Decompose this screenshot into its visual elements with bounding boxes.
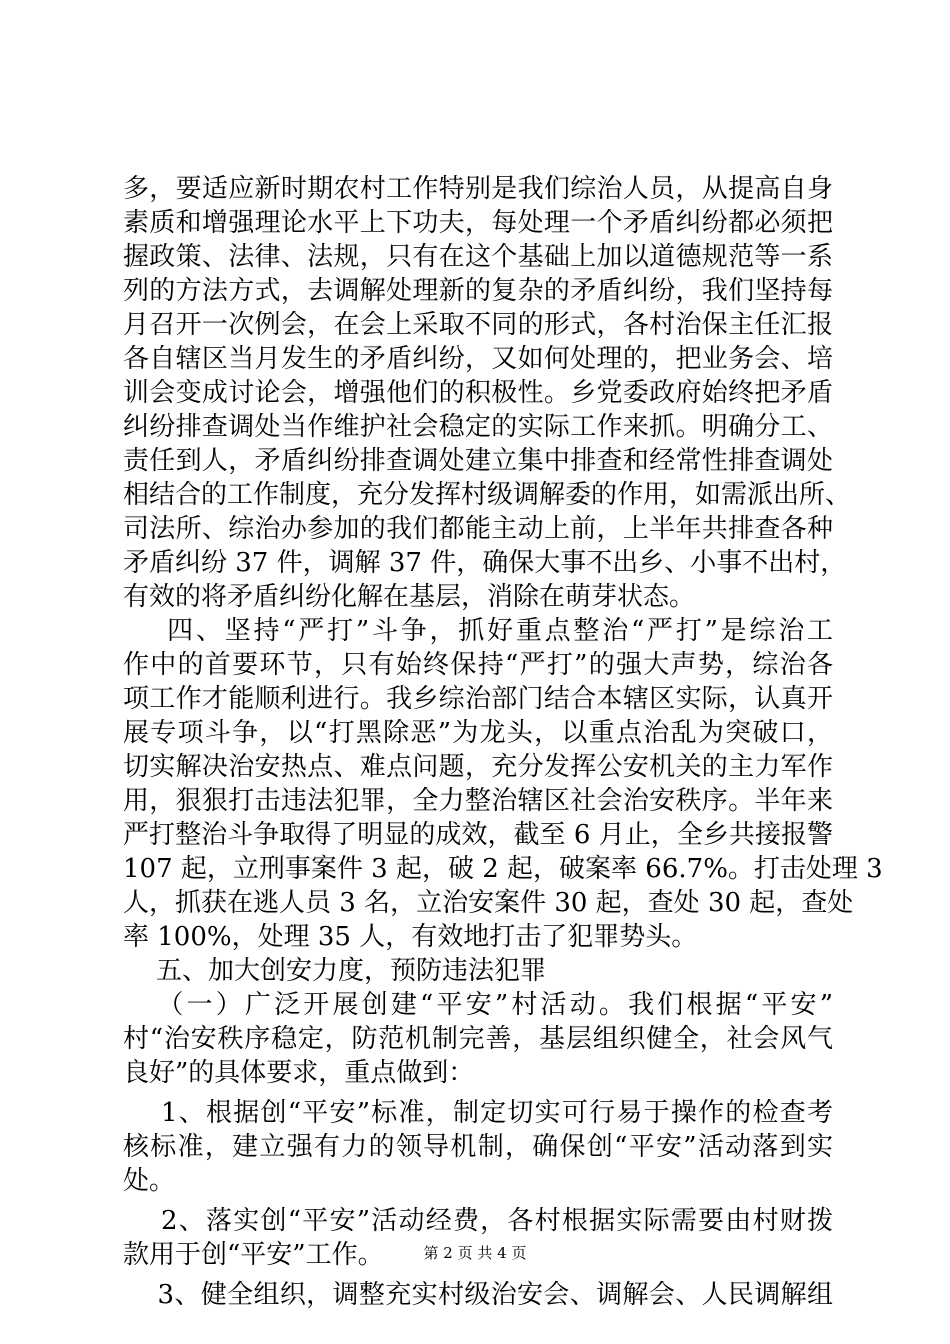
text-line: 切实解决治安热点、难点问题，充分发挥公安机关的主力军作: [123, 752, 833, 782]
text-line: 2、落实创“平安”活动经费，各村根据实际需要由村财拨: [123, 1206, 833, 1236]
text-line: 款用于创“平安”工作。: [123, 1240, 384, 1270]
text-line: 核标准，建立强有力的领导机制，确保创“平安”活动落到实: [123, 1132, 833, 1162]
text-line: 责任到人，矛盾纠纷排查调处建立集中排查和经常性排查调处: [123, 446, 833, 476]
text-line: 用，狠狠打击违法犯罪，全力整治辖区社会治安秩序。半年来: [123, 786, 833, 816]
text-line: （一）广泛开展创建“平安”村活动。我们根据“平安”: [123, 990, 833, 1020]
text-line: 各自辖区当月发生的矛盾纠纷，又如何处理的，把业务会、培: [123, 344, 833, 374]
section-heading: 五、加大创安力度，预防违法犯罪: [123, 956, 547, 986]
text-line: 多，要适应新时期农村工作特别是我们综治人员，从提高自身: [123, 174, 833, 204]
text-line: 纠纷排查调处当作维护社会稳定的实际工作来抓。明确分工、: [123, 412, 833, 442]
text-line: 司法所、综治办参加的我们都能主动上前，上半年共排查各种: [123, 514, 833, 544]
text-line: 项工作才能顺利进行。我乡综治部门结合本辖区实际，认真开: [123, 684, 833, 714]
text-line: 人，抓获在逃人员 3 名，立治安案件 30 起，查处 30 起，查处: [123, 888, 854, 918]
text-line: 107 起，立刑事案件 3 起，破 2 起，破案率 66.7%。打击处理 3: [123, 854, 883, 884]
text-line: 3、健全组织，调整充实村级治安会、调解会、人民调解组: [123, 1280, 833, 1310]
text-line: 握政策、法律、法规，只有在这个基础上加以道德规范等一系: [123, 242, 833, 272]
body-text: [123, 172, 883, 1312]
text-line: 村“治安秩序稳定，防范机制完善，基层组织健全，社会风气: [123, 1024, 833, 1054]
text-line: 相结合的工作制度，充分发挥村级调解委的作用，如需派出所、: [123, 480, 852, 510]
text-line: 处。: [123, 1166, 176, 1196]
text-line: 有效的将矛盾纠纷化解在基层，消除在萌芽状态。: [123, 582, 696, 612]
text-line: 训会变成讨论会，增强他们的积极性。乡党委政府始终把矛盾: [123, 378, 833, 408]
text-line: 列的方法方式，去调解处理新的复杂的矛盾纠纷，我们坚持每: [123, 276, 833, 306]
text-line: 展专项斗争，以“打黑除恶”为龙头，以重点治乱为突破口，: [123, 718, 833, 748]
text-line: 率 100%，处理 35 人，有效地打击了犯罪势头。: [123, 922, 698, 952]
text-line: 矛盾纠纷 37 件，调解 37 件，确保大事不出乡、小事不出村，: [123, 548, 847, 578]
text-line: 严打整治斗争取得了明显的成效，截至 6 月止，全乡共接报警: [123, 820, 833, 850]
text-line: 良好”的具体要求，重点做到：: [123, 1058, 475, 1088]
text-line: 素质和增强理论水平上下功夫，每处理一个矛盾纠纷都必须把: [123, 208, 833, 238]
text-line: 月召开一次例会，在会上采取不同的形式，各村治保主任汇报: [123, 310, 833, 340]
text-line: 1、根据创“平安”标准，制定切实可行易于操作的检查考: [123, 1098, 833, 1128]
text-line: 四、坚持“严打”斗争，抓好重点整治“严打”是综治工: [123, 616, 833, 646]
page-number-footer: 第 2 页 共 4 页: [423, 1244, 527, 1262]
text-line: 作中的首要环节，只有始终保持“严打”的强大声势，综治各: [123, 650, 833, 680]
